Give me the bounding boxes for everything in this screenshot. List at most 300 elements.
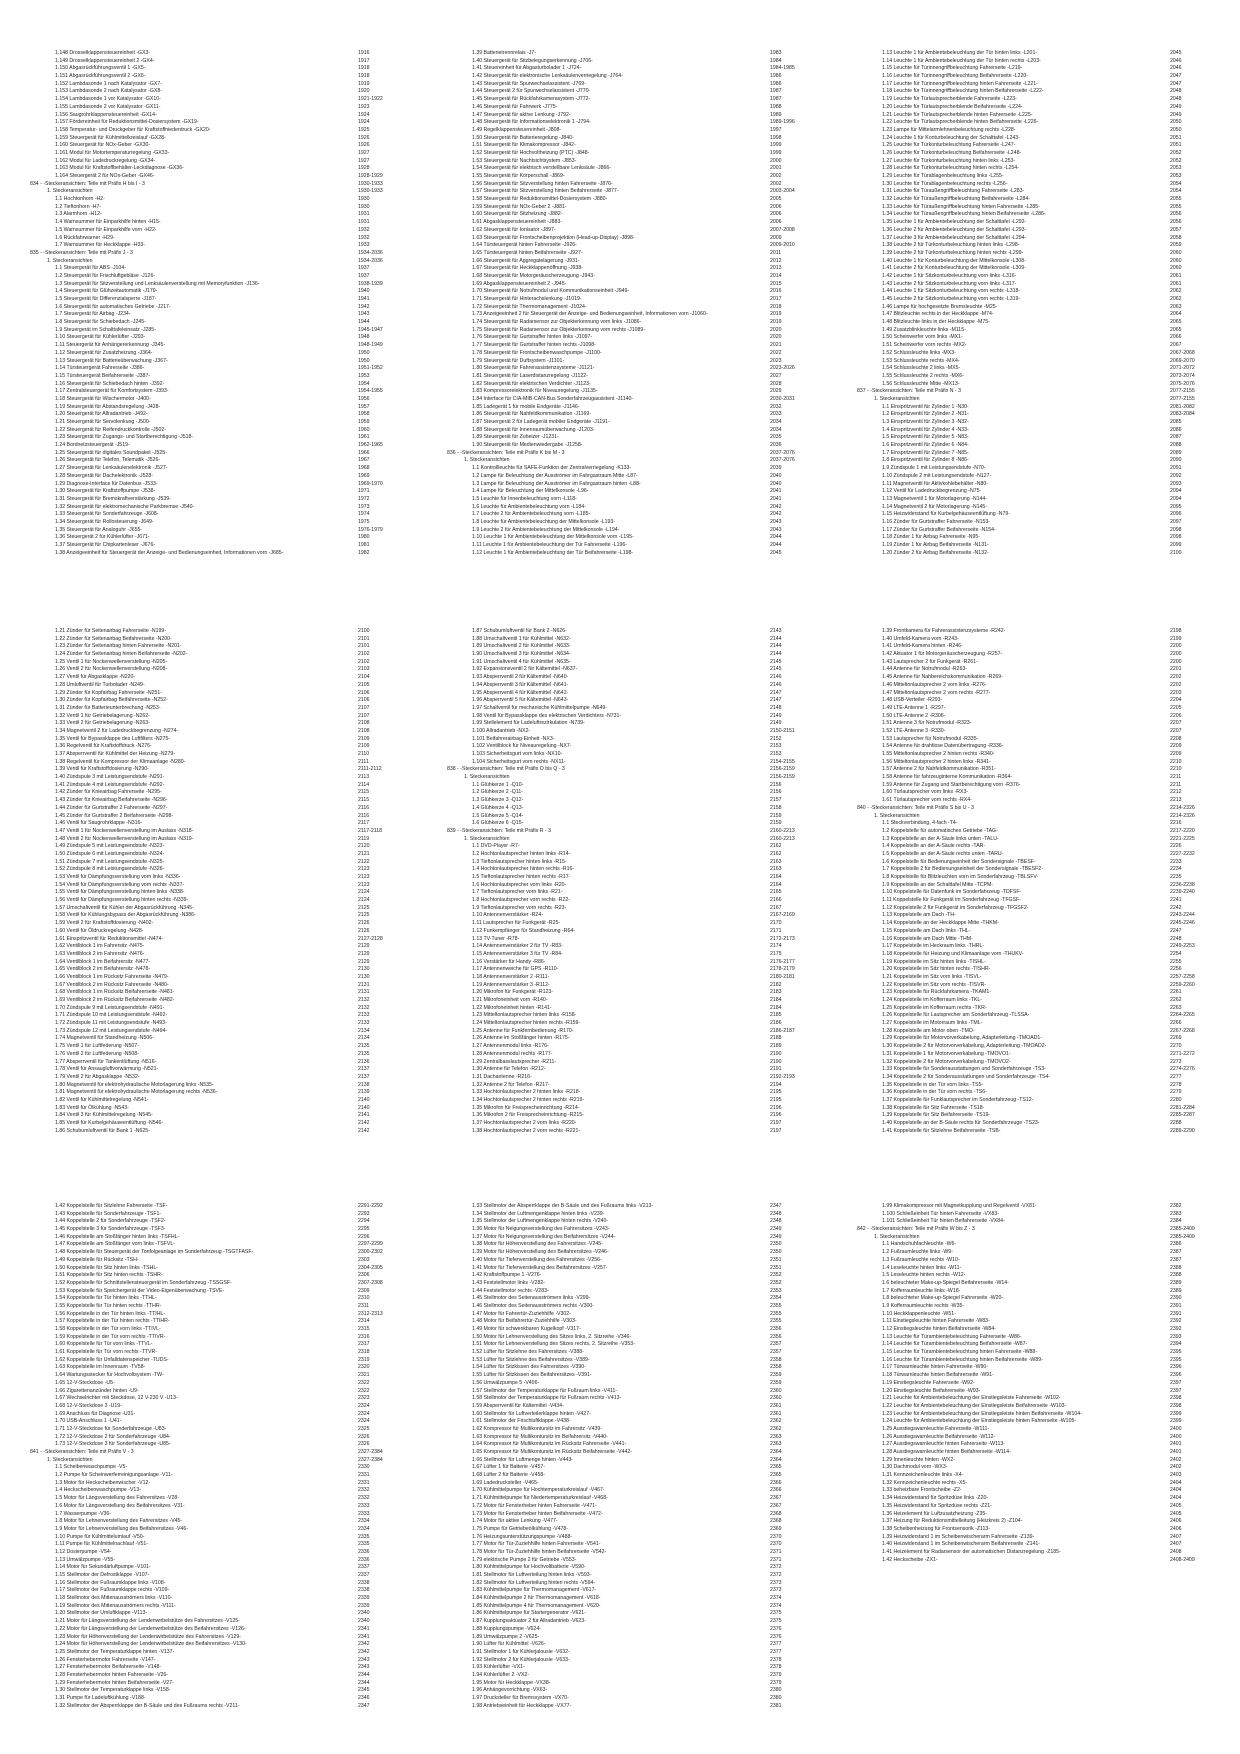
entry-label: 1.30 Steuergerät für Kraftstoffpumpe -J538- [55,488,156,495]
entry-page-number: 2311 [358,1302,370,1309]
entry-label: 1.38 Anzeigeeinheit für Steuergerät der Anzeige- und Bedienungseinheit, Informationen vorn -J685- [55,549,284,556]
entry-label: 1.29 Innenleuchte hinten -WX2- [882,1456,955,1463]
entry-label: 1.150 Abgasrückführungsventil 1 -GX5- [55,65,146,72]
entry-label: 1.62 Kompressor für Multikontursitz im Fahrersitz -V439- [472,1425,603,1432]
entry-page-number: 2331 [358,1479,370,1486]
entry-page-number: 2060 [1170,257,1182,264]
entry-label: 1.37 Koppelstelle für Funklautsprecher im Sonderfahrzeug -TS12- [882,1096,1034,1103]
entry-page-number: 2361 [770,1402,782,1409]
entry-label: 1.6 Einspritzventil für Zylinder 6 -N84- [882,442,969,449]
entry-label: 1.10 Leuchte 1 für Ambientebeleuchtung der Mittelkonsole vorn -L195- [472,534,634,541]
entry-label: 1.47 Steuergerät für aktive Lenkung -J792- [472,111,571,118]
entry-page-number: 1999 [770,142,782,149]
entry-page-number: 2101 [358,643,370,650]
entry-label: 1.96 Absperrventil 5 für Kältemittel -N643- [472,697,569,704]
entry-label: 1.59 Antenne für Zugang und Startberechtigung vorn -R376- [882,781,1021,788]
entry-label: 1. Steckeransichten [874,395,920,402]
entry-page-number: 2304-2305 [358,1264,383,1271]
entry-page-number: 1957 [358,403,370,410]
entry-page-number: 2393 [1170,1333,1182,1340]
entry-label: 1.9 Koppelstelle an der Schalttafel Mitte -TCPM- [882,881,994,888]
entry-label: 1.16 Koppelstelle am Dach Mitte -THM- [882,935,973,942]
entry-page-number: 2405 [1170,1502,1182,1509]
entry-page-number: 1987 [770,88,782,95]
entry-page-number: 2271-2272 [1170,1050,1195,1057]
entry-page-number: 1930 [358,203,370,210]
entry-page-number: 2012 [770,257,782,264]
entry-label: 1.27 Koppelstelle im Motorraum links -TML- [882,1020,983,1027]
entry-page-number: 2334 [358,1518,370,1525]
entry-label: 1.63 Ventilblock 2 im Fahrersitz -N476- [55,950,145,957]
entry-label: 1.4 Koppelstelle an der A-Säule rechts -TAR- [882,843,986,850]
entry-label: 1.50 Steuergerät für Batterieregelung -J840- [472,134,574,141]
entry-label: 1.156 Saugrohrklappensteuereinheit -GX14- [55,111,157,118]
entry-label: 1.73 Motor für Fensterheber hinten Beifahrerseite -V472- [472,1510,603,1517]
entry-page-number: 2148 [770,704,782,711]
entry-label: 1.48 Blitzleuchte links in der Heckklappe -M75- [882,319,990,326]
entry-page-number: 2132 [358,997,370,1003]
entry-page-number: 2291-2292 [358,1203,383,1209]
entry-page-number: 2235 [1170,874,1182,880]
entry-page-number: 2021 [770,342,782,349]
entry-label: 1.54 Koppelstelle für Tür hinten links -TTHL- [55,1295,157,1302]
entry-page-number: 2153 [770,743,782,750]
entry-label: 1.28 Ausstiegswarnleuchte hinten Beifahrerseite -W114- [882,1449,1011,1455]
entry-page-number: 2006 [770,203,782,210]
entry-label: 1.20 Koppelstelle im Sitz hinten rechts -TISHR- [882,966,991,973]
entry-page-number: 2344 [358,1679,370,1686]
entry-label: 1.69 Ventilblock 2 im Rücksitz Beifahrerseite -N482- [55,997,175,1003]
entry-label: 1.36 Koppelstelle in der Tür vorn rechts -TS6- [882,1089,987,1096]
entry-label: 1.37 Heizung für Reduktionsmittelleitung (Heizkreis 2) -Z104- [882,1518,1023,1525]
entry-page-number: 1926 [358,142,370,149]
entry-label: 1.25 Steuergerät für digitales Soundpaket -J525- [55,449,167,456]
entry-page-number: 2364 [770,1456,782,1463]
entry-page-number: 2111 [358,758,369,765]
entry-label: 1.14 Leuchte 1 für Ambientebeleuchtung der Tür hinten rechts -L203- [882,57,1041,64]
entry-label: 1.39 Leuchte 2 für Türkonturbeleuchtung hinten rechts -L299- [882,249,1024,256]
entry-page-number: 2131 [358,989,370,996]
entry-label: 1.64 Kompressor für Multikontursitz im Rücksitz Fahrerseite -V441- [472,1441,627,1448]
entry-label: 1.85 Kühlmittelpumpe 4 für Thermomanagement -V620- [472,1602,601,1609]
entry-page-number: 2209 [1170,743,1182,750]
entry-label: 1.47 Mitteltonlautsprecher 2 vorn rechts -R277- [882,689,991,696]
entry-page-number: 2022 [770,349,782,356]
entry-label: 1.55 Schlussleuchte 2 rechts -MX6- [882,372,964,379]
entry-page-number: 2134 [358,1027,370,1034]
entry-label: 1.48 Motor für Beifahrertür-Zuziehhilfe -V303- [472,1318,577,1325]
entry-page-number: 2387 [1170,1249,1182,1256]
entry-label: 1.68 Ventilblock 1 im Rücksitz Beifahrerseite -N481- [55,989,175,996]
entry-label: 1.41 Motor für Tiefenverstellung des Beifahrersitzes -V257- [472,1264,608,1271]
entry-page-number: 1931 [358,211,370,218]
entry-label: 837 - -Steckeransichten: Teile mit Präfix N - 3 [857,388,961,395]
entry-page-number: 1954-1955 [358,388,383,395]
entry-page-number: 2057 [1170,226,1182,233]
entry-page-number: 2018 [770,303,782,310]
entry-label: 1.75 Pumpe für Getriebeölkühlung -V478- [472,1525,569,1532]
entry-page-number: 2226 [1170,843,1182,850]
entry-label: 1.69 Abgasklappensteuereinheit 2 -J945- [472,280,567,287]
entry-label: 1.53 Koppelstelle für Speichergerät der Video-Eigenüberwachung -TSVE- [55,1287,225,1294]
entry-page-number: 2073-2074 [1170,372,1195,379]
entry-label: 1.7 Einspritzventil für Zylinder 7 -N85- [882,449,969,456]
entry-label: 1.6 Hochtonlautsprecher vorn links -R20- [472,881,567,888]
entry-page-number: 2352 [770,1272,782,1279]
entry-label: 1.72 12-V-Steckdose 2 für Sonderfahrzeuge -U84- [55,1433,171,1440]
entry-page-number: 1971 [358,488,370,495]
entry-label: 1.39 Ventil für Kraftstoffdosierung -N290- [55,766,149,773]
entry-label: 1.11 Lautsprecher für Funkgerät -R25- [472,920,561,927]
entry-page-number: 2256 [1170,966,1182,973]
entry-page-number: 2023 [770,357,782,364]
entry-page-number: 2398 [1170,1395,1182,1402]
entry-page-number: 2034 [770,419,782,425]
entry-page-number: 2210 [1170,758,1182,765]
entry-label: 1.104 Sicherheitsgurt vorn rechts -NX11- [472,758,566,765]
entry-label: 1.17 Stellmotor der Fußraumklappe rechts -V109- [55,1587,170,1594]
entry-label: 1.15 Türsteuergerät Beifahrerseite -J387- [55,372,151,379]
entry-page-number: 2142 [358,1120,370,1126]
entry-label: 1.151 Abgasrückführungsventil 2 -GX6- [55,73,146,80]
entry-label: 1.26 Leuchte für Türkonturbeleuchtung Beifahrerseite -L248- [882,149,1022,156]
entry-page-number: 2013 [770,265,782,272]
entry-page-number: 2033 [770,411,782,418]
entry-label: 1.72 Zündspule 11 mit Leistungsendstufe -N493- [55,1020,167,1027]
entry-page-number: 1933 [358,242,370,249]
entry-label: 1.85 Ventil für Kurbelgehäuseentlüftung -N546- [55,1120,164,1126]
entry-page-number: 2396 [1170,1364,1182,1371]
entry-label: 1.93 Absperrventil 2 für Kältemittel -N640- [472,674,569,681]
entry-page-number: 2117-2118 [358,827,383,834]
entry-page-number: 2126 [358,920,370,927]
entry-label: 1.1 Steuergerät für ABS -J104- [55,265,126,272]
entry-page-number: 2115 [358,789,370,796]
entry-page-number: 1969-1970 [358,480,383,487]
entry-page-number: 1923 [358,103,370,110]
entry-page-number: 2371 [770,1548,782,1555]
entry-page-number: 2330 [358,1464,370,1471]
entry-page-number: 2245-2246 [1170,920,1195,927]
entry-label: 1.90 Lüfter für Kühlmittel -V626- [472,1641,546,1648]
entry-page-number: 2200 [1170,643,1182,650]
entry-page-number: 2351 [770,1256,782,1263]
entry-label: 1.89 Umwälzpumpe 2 -V625- [472,1633,540,1640]
entry-label: 1.7 Leuchte 2 für Ambientebeleuchtung vorn -L185- [472,511,591,518]
entry-label: 1.92 Stellmotor 2 für Kühlerjalousie -V633- [472,1656,570,1663]
entry-page-number: 2028 [770,380,782,387]
entry-page-number: 2050 [1170,119,1182,126]
entry-label: 1.14 Türsteuergerät Fahrerseite -J386- [55,365,145,372]
entry-page-number: 2263 [1170,1004,1182,1011]
entry-page-number: 2366 [770,1487,782,1494]
entry-label: 1.29 Zentralbasslautsprecher -R211- [472,1058,557,1065]
entry-page-number: 2125 [358,904,370,911]
entry-page-number: 2111-2112 [358,766,382,773]
entry-label: 1.63 Steuergerät für Frontscheibenprojektion (Head-up-Display) -J898- [472,234,635,241]
entry-page-number: 2069-2070 [1170,357,1195,364]
entry-label: 1.99 Stellelement für Ladeluftrezirkulation -N739- [472,720,585,727]
entry-label: 1.6 Koppelstelle für Bedienungseinheit der Sondersignale -TBESF- [882,858,1036,865]
entry-page-number: 1948-1949 [358,342,383,349]
entry-page-number: 2016 [770,288,782,295]
entry-label: 1.47 Blitzleuchte rechts in der Heckklappe -M74- [882,311,994,318]
entry-label: 1.101 Beifahrerairbag-Einheit -NX3- [472,735,555,742]
entry-page-number: 2029 [770,388,782,395]
entry-page-number: 2123 [358,874,370,880]
entry-page-number: 2109 [358,735,370,742]
entry-page-number: 2142 [358,1127,370,1134]
entry-page-number: 2236-2238 [1170,881,1195,888]
entry-page-number: 2213 [1170,797,1182,804]
entry-label: 1.18 Zünder 1 für Airbag Fahrerseite -N95- [882,534,981,541]
entry-label: 1.7 Tieftonlautsprecher vorn links -R21- [472,889,563,896]
entry-label: 1.40 Steuergerät für Sitzbelegungserkennung -J706- [472,57,593,64]
entry-label: 1.33 Ventil 2 für Getriebelagerung -N263- [55,720,150,727]
entry-label: 1.31 Zünder für Batterieunterbrechung -N253- [55,704,161,711]
entry-label: 1.24 Motor für Höhenverstellung der Lendenwirbelstütze des Beifahrersitzes -V130- [55,1641,247,1648]
entry-label: 1.15 Leuchte für Türinnengriffbeleuchtung Fahrerseite -L219- [882,65,1023,72]
entry-label: 1.16 Leuchte für Türinnengriffbeleuchtung Beifahrerseite -L220- [882,73,1029,80]
entry-label: 1.44 Feststellmotor rechts -V283- [472,1287,549,1294]
entry-label: 1.2 Tieftonhorn -H7- [55,203,102,210]
entry-label: 1.13 Leuchte 1 für Ambientebeleuchtung der Tür hinten links -L201- [882,50,1038,56]
entry-page-number: 2321 [358,1372,370,1379]
entry-page-number: 2274-2276 [1170,1066,1195,1073]
entry-label: 1.17 Türwarnleuchte hinten Fahrerseite -W90- [882,1364,989,1371]
entry-page-number: 2077-2155 [1170,395,1195,402]
entry-label: 1.4 Heckscheibenwaschpumpe -V13- [55,1487,141,1494]
entry-label: 1.41 Heizelement für Radarsensor der automatischen Distanzregelung -Z185- [882,1548,1061,1555]
entry-label: 1.36 Motor für Neigungsverstellung des Fahrersitzes -V243- [472,1226,610,1233]
entry-page-number: 2358 [770,1364,782,1371]
entry-label: 1. Steckeransichten [464,774,510,781]
entry-label: 1.5 Warnsummer für Einparkhilfe vorn -H22- [55,226,157,233]
entry-page-number: 1975 [358,518,370,525]
entry-page-number: 1926 [358,134,370,141]
entry-page-number: 1968 [358,465,370,472]
entry-page-number: 2175 [770,950,782,957]
entry-label: 1.30 Koppelstelle 2 für Motorvorverkabelung, Adapterleitung -TMOAD2- [882,1043,1047,1050]
entry-label: 1.76 Ventil 2 für Luftfederung -N508- [55,1050,139,1057]
entry-label: 1.26 Fensterhebermotor Fahrerseite -V147- [55,1656,156,1663]
entry-page-number: 1983 [770,50,782,56]
entry-page-number: 2348 [770,1218,782,1225]
entry-label: 1.88 Steuergerät für Innenraumüberwachung -J1203- [472,426,595,433]
entry-page-number: 2186 [770,1020,782,1027]
entry-label: 1.79 Steuergerät für Duftsystem -J1101- [472,357,565,364]
entry-page-number: 1954 [358,380,370,387]
entry-label: 1.98 Ventil für Bypassklappe des elektrischen Verdichters -N731- [472,712,622,719]
entry-page-number: 1960 [358,426,370,433]
entry-label: 1.14 Koppelstelle an der Heckklappe Mitte -THKM- [882,920,999,927]
entry-page-number: 2032 [770,403,782,410]
entry-page-number: 1956 [358,395,370,402]
entry-page-number: 2337 [358,1572,370,1578]
entry-page-number: 2129 [358,950,370,957]
entry-page-number: 2400 [1170,1425,1182,1432]
entry-label: 1.20 Mikrofon für Funkgerät -R123- [472,989,554,996]
entry-page-number: 2099 [1170,542,1182,548]
entry-label: 1.78 Steuergerät für Frontscheibenwaschpumpe -J1100- [472,349,602,356]
entry-label: 1.70 Kühlmittelpumpe für Hochtemperaturkreislauf -V467- [472,1487,605,1494]
entry-page-number: 2108 [358,720,370,727]
entry-label: 1.3 Glühkerze 3 -Q12- [472,797,524,804]
entry-page-number: 2149 [770,720,782,727]
entry-label: 1.21 Leuchte für Türlautsprecherblende hinten Fahrerseite -L225- [882,111,1033,118]
entry-page-number: 2049 [1170,103,1182,110]
entry-label: 1.61 Stellmotor der Frischluftklappe -V438- [472,1418,571,1425]
entry-page-number: 2107 [358,704,370,711]
entry-label: 1.52 LTE-Antenne 3 -R330- [882,727,946,734]
entry-page-number: 2197 [770,1120,782,1126]
entry-page-number: 2147 [770,697,782,704]
entry-page-number: 2365 [770,1472,782,1479]
entry-page-number: 1958 [358,411,370,418]
entry-label: 1.87 Schubumluftventil für Bank 2 -N626- [472,628,567,634]
entry-label: 1.23 Mitteltonlautsprecher hinten links -R158- [472,1012,577,1019]
entry-label: 1.23 Koppelstelle für Rückfahrkamera -TKAM1- [882,989,991,996]
entry-label: 1.30 Antenne für Telefon -R212- [472,1066,546,1073]
entry-label: 1.12 Funkempfänger für Standheizung -R64- [472,927,575,934]
entry-label: 1.79 elektrische Pumpe 2 für Getriebe -V553- [472,1556,577,1563]
entry-page-number: 2164 [770,874,782,880]
entry-page-number: 2241 [1170,897,1182,904]
entry-label: 1.164 Steuergerät 2 für NOx-Geber -GX46- [55,173,155,179]
entry-label: 1.34 Leuchte für Türaußengriffbeleuchtung hinten Beifahrerseite -L286- [882,211,1046,218]
entry-label: 1.38 Leuchte 2 für Türkonturbeleuchtung hinten links -L298- [882,242,1020,249]
entry-page-number: 2385-2409 [1170,1226,1195,1233]
entry-label: 1.149 Drosselklappensteuereinheit 2 -GX4- [55,57,155,64]
entry-page-number: 1999 [770,149,782,156]
entry-label: 1.58 Antenne für fahrzeuginterne Kommunikation -R364- [882,774,1013,781]
entry-page-number: 2350 [770,1241,782,1248]
entry-label: 1.76 Steuergerät für Gurtstraffer hinten links -J1097- [472,334,593,341]
entry-page-number: 2389 [1170,1279,1182,1286]
entry-label: 1.29 Diagnose-Interface für Datenbus -J533- [55,480,158,487]
entry-label: 1.22 Leuchte für Ambientebeleuchtung der Einstiegsleiste Beifahrerseite -W103- [882,1402,1067,1409]
entry-page-number: 2371 [770,1556,782,1563]
entry-label: 1.13 Magnetventil 1 für Motorlagerung -N144- [882,495,987,502]
entry-label: 1.97 Schaltventil für mechanische Kühlmittelpumpe -N649- [472,704,607,711]
entry-label: 1.8 Steuergerät für Schiebedach -J245- [55,319,146,326]
entry-page-number: 2062 [1170,288,1182,295]
entry-page-number: 2043 [770,518,782,525]
entry-label: 1.66 Ventilblock 1 im Rücksitz Fahrerseite -N479- [55,973,169,980]
entry-label: 1.70 Steuergerät für Notrufmodul und Kommunikationseinheit -J949- [472,288,630,295]
entry-page-number: 2052 [1170,157,1182,164]
entry-label: 1.28 Antennenmodul rechts -R177- [472,1050,553,1057]
entry-page-number: 2200 [1170,658,1182,665]
entry-label: 1.95 Absperrventil 4 für Kältemittel -N642- [472,689,569,696]
entry-page-number: 2346 [358,1695,370,1701]
entry-page-number: 1930-1933 [358,180,383,187]
entry-page-number: 2171 [770,927,782,934]
entry-page-number: 1932 [358,226,370,233]
entry-label: 1.74 Magnetventil für Standheizung -N506- [55,1035,154,1042]
entry-label: 1.3 Koppelstelle an der A-Säule links unten -TALU- [882,835,999,842]
entry-page-number: 2338 [358,1587,370,1594]
entry-label: 1.67 Steuergerät für Heckklappenöffnung -J938- [472,265,583,272]
entry-label: 1.59 Steuergerät für NOx-Geber 2 -J881- [472,203,567,210]
entry-label: 1.93 Kühlerlüfter -VX1- [472,1664,525,1671]
entry-page-number: 2119 [358,835,370,842]
entry-page-number: 2239-2240 [1170,889,1195,896]
entry-page-number: 2100 [1170,549,1182,556]
entry-page-number: 2121 [358,850,370,857]
entry-label: 1.10 Koppelstelle für Datenfunk im Sonderfahrzeug -TDFSF- [882,889,1022,896]
entry-page-number: 2344 [358,1671,370,1678]
entry-page-number: 2390 [1170,1295,1182,1302]
entry-label: 1.34 Stellmotor der Luftmengenklappe hinten links -V239- [472,1210,605,1217]
entry-label: 842 - -Steckeransichten: Teile mit Präfix W bis Z - 3 [857,1226,975,1233]
entry-label: 840 - -Steckeransichten: Teile mit Präfix S bis U - 3 [857,804,974,811]
entry-page-number: 2227-2232 [1170,850,1195,857]
entry-label: 1.42 Steuergerät für elektronische Lenksäulenverriegelung -J764- [472,73,623,80]
entry-page-number: 2355 [770,1302,782,1309]
entry-page-number: 2058 [1170,234,1182,241]
entry-page-number: 2335 [358,1541,370,1548]
entry-page-number: 2255 [1170,958,1182,965]
entry-label: 1.26 Steuergerät für Telefon, Telematik -J526- [55,457,161,464]
entry-page-number: 2043 [770,526,782,533]
entry-page-number: 1921-1922 [358,96,383,103]
entry-label: 1.35 Mikrofon für Freisprecheinrichtung -R214- [472,1104,580,1111]
entry-page-number: 2123 [358,881,370,888]
entry-label: 1.46 Stellmotor des Seitenausströmers rechts -V300- [472,1302,594,1309]
entry-label: 1.65 Ventilblock 2 im Beifahrersitz -N478- [55,966,151,973]
entry-label: 1.57 Umschaltventil für Kühler der Abgasrückführung -N345- [55,904,194,911]
entry-page-number: 2375 [770,1618,782,1625]
entry-label: 1.50 Koppelstelle für Sitz hinten links -TSHL- [55,1264,158,1271]
entry-label: 1.49 Regelklappensteuereinheit -J808- [472,126,562,133]
entry-label: 1.18 Steuergerät für Wischermotor -J400- [55,395,151,402]
entry-page-number: 2037-2076 [770,457,795,464]
entry-label: 1.153 Lambdasonde 2 nach Katalysator -GX8- [55,88,162,95]
entry-page-number: 2045 [770,549,782,556]
entry-page-number: 2399 [1170,1410,1182,1417]
entry-label: 1.17 Koppelstelle im Heckraum links -THRL- [882,943,985,950]
entry-label: 1.14 Magnetventil 2 für Motorlagerung -N145- [882,503,987,510]
entry-label: 1.12 Ventil für Ladedruckbegrenzung -N75- [882,488,982,495]
entry-page-number: 2042 [770,503,782,510]
entry-page-number: 2339 [358,1602,370,1609]
entry-page-number: 2361 [770,1410,782,1417]
entry-label: 1.67 Wechselrichter mit Steckdose, 12 V-230 V -U13- [55,1395,178,1402]
entry-label: 1.40 Motor für Tiefenverstellung des Fahrersitzes -V256- [472,1256,602,1263]
entry-label: 1.12 Leuchte 1 für Ambientebeleuchtung der Tür Beifahrerseite -L198- [472,549,634,556]
entry-label: 1.23 Motor für Höhenverstellung der Lendenwirbelstütze des Fahrersitzes -V129- [55,1633,241,1640]
entry-label: 1.24 Mitteltonlautsprecher hinten rechts -R159- [472,1020,581,1027]
entry-page-number: 1927 [358,157,370,164]
entry-label: 1.21 Mikrofoneinheit vorn -R140- [472,997,548,1003]
entry-page-number: 2386 [1170,1241,1182,1248]
entry-page-number: 1934-2036 [358,257,383,264]
entry-page-number: 2020 [770,326,782,333]
entry-label: 1.32 Steuergerät für elektromechanische Parkbremse -J540- [55,503,195,510]
entry-page-number: 2133 [358,1020,370,1027]
entry-page-number: 2288 [1170,1120,1182,1126]
entry-page-number: 1940 [358,288,370,295]
entry-page-number: 2280 [1170,1096,1182,1103]
entry-page-number: 2345 [358,1687,370,1694]
entry-label: 1.43 Feststellmotor links -V282- [472,1279,545,1286]
entry-page-number: 2156 [770,789,782,796]
entry-label: 1.19 Antennenverstärker 3 -R112- [472,981,550,988]
entry-label: 1.41 Koppelstelle für Sitzlehne Beifahrerseite -TSB- [882,1127,1001,1134]
entry-page-number: 2126 [358,927,370,934]
entry-label: 1. Steckeransichten [47,188,93,195]
